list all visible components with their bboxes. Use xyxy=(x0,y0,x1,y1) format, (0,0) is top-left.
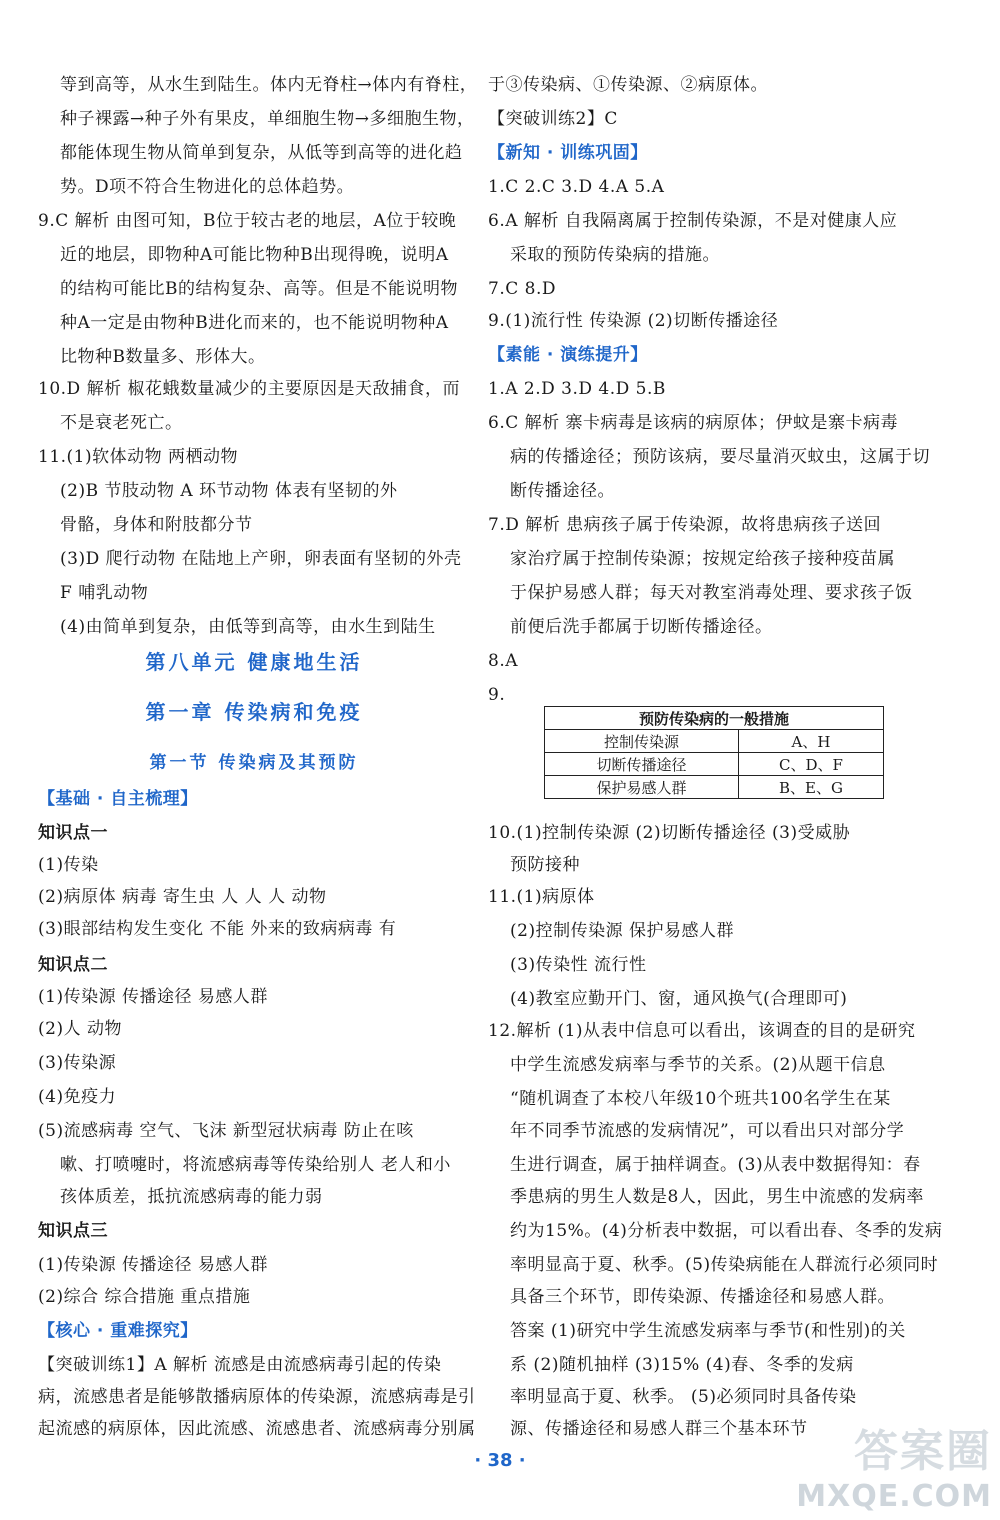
table-cell: 控制传染源 xyxy=(545,730,739,753)
text-line: 前便后洗手都属于切断传播途径。 xyxy=(510,617,773,637)
text-line: 家治疗属于控制传染源；按规定给孩子接种疫苗属 xyxy=(510,549,895,569)
text-line: 断传播途径。 xyxy=(510,481,615,501)
text-line: “随机调查了本校八年级10个班共100名学生在某 xyxy=(510,1089,891,1109)
table-title: 预防传染病的一般措施 xyxy=(545,707,884,730)
text-line: 1.A 2.D 3.D 4.D 5.B xyxy=(488,379,666,399)
text-line: 10.(1)控制传染源 (2)切断传播途径 (3)受威胁 xyxy=(488,823,851,843)
text-line: 1.C 2.C 3.D 4.A 5.A xyxy=(488,177,665,197)
text-line: 源、传播途径和易感人群三个基本环节 xyxy=(510,1419,808,1439)
breakthrough-2: 【突破训练2】C xyxy=(488,109,618,129)
text-line: 种A一定是由物种B进化而来的，也不能说明物种A xyxy=(60,313,449,333)
text-line: 6.A 解析 自我隔离属于控制传染源，不是对健康人应 xyxy=(488,211,898,231)
text-line: 不是衰老死亡。 xyxy=(60,413,183,433)
text-line: 约为15%。(4)分析表中数据，可以看出春、冬季的发病 xyxy=(510,1221,943,1241)
text-line: 病的传播途径；预防该病，要尽量消灭蚊虫，这属于切 xyxy=(510,447,930,467)
text-line: 于③传染病、①传染源、②病原体。 xyxy=(488,75,768,95)
knowledge-point-3: 知识点三 xyxy=(38,1221,108,1241)
text-line: 系 (2)随机抽样 (3)15% (4)春、冬季的发病 xyxy=(510,1355,854,1375)
answer-12-key: 答案 (1)研究中学生流感发病率与季节(和性别)的关 xyxy=(510,1321,906,1341)
table-cell: A、H xyxy=(739,730,884,753)
table-row xyxy=(545,730,884,753)
answer-10: 10.D 解析 椒花蛾数量减少的主要原因是天敌捕食，而 xyxy=(38,379,460,399)
text-line: 率明显高于夏、秋季。(5)传染病能在人群流行必须同时 xyxy=(510,1255,939,1275)
unit-title: 第八单元 健康地生活 xyxy=(145,650,363,674)
basic-header: 【基础 · 自主梳理】 xyxy=(38,789,198,809)
text-line: 比物种B数量多、形体大。 xyxy=(60,347,266,367)
text-line: (3)D 爬行动物 在陆地上产卵，卵表面有坚韧的外壳 xyxy=(60,549,462,569)
text-line: 孩体质差，抵抗流感病毒的能力弱 xyxy=(60,1187,323,1207)
table-cell: C、D、F xyxy=(739,753,884,776)
text-line: (3)眼部结构发生变化 不能 外来的致病病毒 有 xyxy=(38,919,397,939)
text-line: (2)B 节肢动物 A 环节动物 体表有坚韧的外 xyxy=(60,481,398,501)
text-line: 病，流感患者是能够散播病原体的传染源，流感病毒是引 xyxy=(38,1387,476,1407)
text-line: 8.A xyxy=(488,651,518,671)
text-line: 都能体现生物从简单到复杂，从低等到高等的进化趋 xyxy=(60,143,463,163)
breakthrough-1: 【突破训练1】A 解析 流感是由流感病毒引起的传染 xyxy=(38,1355,442,1375)
text-line: (4)免疫力 xyxy=(38,1087,117,1107)
text-line: (4)由简单到复杂，由低等到高等，由水生到陆生 xyxy=(60,617,436,637)
text-line: 6.C 解析 寨卡病毒是该病的病原体；伊蚊是寨卡病毒 xyxy=(488,413,899,433)
table-row xyxy=(545,776,884,799)
text-line: 具备三个环节，即传染源、传播途径和易感人群。 xyxy=(510,1287,895,1307)
answer-12: 12.解析 (1)从表中信息可以看出，该调查的目的是研究 xyxy=(488,1021,916,1041)
text-line: F 哺乳动物 xyxy=(60,583,149,603)
text-line: (1)传染源 传播途径 易感人群 xyxy=(38,987,268,1007)
text-line: 生进行调查，属于抽样调查。(3)从表中数据得知：春 xyxy=(510,1155,921,1175)
text-line: 7.D 解析 患病孩子属于传染源，故将患病孩子送回 xyxy=(488,515,882,535)
chapter-title: 第一章 传染病和免疫 xyxy=(145,700,363,724)
text-line: (1)传染 xyxy=(38,855,99,875)
answer-11: 11.(1)软体动物 两栖动物 xyxy=(38,447,239,467)
section-title: 第一节 传染病及其预防 xyxy=(149,753,359,773)
text-line: (2)病原体 病毒 寄生虫 人 人 人 动物 xyxy=(38,887,327,907)
answer-9: 9.C 解析 由图可知，B位于较古老的地层，A位于较晚 xyxy=(38,211,457,231)
text-line: 中学生流感发病率与季节的关系。(2)从题干信息 xyxy=(510,1055,886,1075)
measures-table xyxy=(544,706,884,799)
text-line: (4)教室应勤开门、窗，通风换气(合理即可) xyxy=(510,989,848,1009)
text-line: 7.C 8.D xyxy=(488,279,556,299)
text-line: (2)综合 综合措施 重点措施 xyxy=(38,1287,251,1307)
text-line: (3)传染源 xyxy=(38,1053,117,1073)
new-knowledge-header: 【新知 · 训练巩固】 xyxy=(488,143,648,163)
table-cell: 保护易感人群 xyxy=(545,776,739,799)
text-line: 采取的预防传染病的措施。 xyxy=(510,245,720,265)
table-cell: B、E、G xyxy=(739,776,884,799)
text-line: 9. xyxy=(488,685,506,705)
text-line: (2)人 动物 xyxy=(38,1019,122,1039)
text-line: 等到高等，从水生到陆生。体内无脊柱→体内有脊柱， xyxy=(60,75,478,95)
text-line: 于保护易感人群；每天对教室消毒处理、要求孩子饭 xyxy=(510,583,913,603)
text-line: 起流感的病原体，因此流感、流感患者、流感病毒分别属 xyxy=(38,1419,476,1439)
text-line: (2)控制传染源 保护易感人群 xyxy=(510,921,734,941)
text-line: 9.(1)流行性 传染源 (2)切断传播途径 xyxy=(488,311,779,331)
knowledge-point-1: 知识点一 xyxy=(38,823,108,843)
text-line: 预防接种 xyxy=(510,855,580,875)
text-line: (3)传染性 流行性 xyxy=(510,955,647,975)
text-line: 率明显高于夏、秋季。 (5)必须同时具备传染 xyxy=(510,1387,857,1407)
text-line: 种子裸露→种子外有果皮，单细胞生物→多细胞生物， xyxy=(60,109,475,129)
watermark-logo xyxy=(796,1415,992,1514)
watermark-top: 答案圈 xyxy=(854,1426,992,1477)
text-line: 的结构可能比B的结构复杂、高等。但是不能说明物 xyxy=(60,279,458,299)
text-line: 季患病的男生人数是8人，因此，男生中流感的发病率 xyxy=(510,1187,924,1207)
text-line: 势。D项不符合生物进化的总体趋势。 xyxy=(60,177,355,197)
text-line: (1)传染源 传播途径 易感人群 xyxy=(38,1255,268,1275)
table-row xyxy=(545,753,884,776)
watermark-bottom: MXQE.COM xyxy=(796,1479,992,1514)
text-line: 嗽、打喷嚏时，将流感病毒等传染给别人 老人和小 xyxy=(60,1155,451,1175)
quality-header: 【素能 · 演练提升】 xyxy=(488,345,648,365)
text-line: 近的地层，即物种A可能比物种B出现得晚，说明A xyxy=(60,245,449,265)
table-cell: 切断传播途径 xyxy=(545,753,739,776)
knowledge-point-2: 知识点二 xyxy=(38,955,108,975)
page-number: · 38 · xyxy=(474,1450,526,1471)
text-line: 年不同季节流感的发病情况”，可以看出只对部分学 xyxy=(510,1121,905,1141)
text-line: (5)流感病毒 空气、飞沫 新型冠状病毒 防止在咳 xyxy=(38,1121,414,1141)
core-header: 【核心 · 重难探究】 xyxy=(38,1321,198,1341)
text-line: 骨骼，身体和附肢都分节 xyxy=(60,515,253,535)
text-line: 11.(1)病原体 xyxy=(488,887,595,907)
